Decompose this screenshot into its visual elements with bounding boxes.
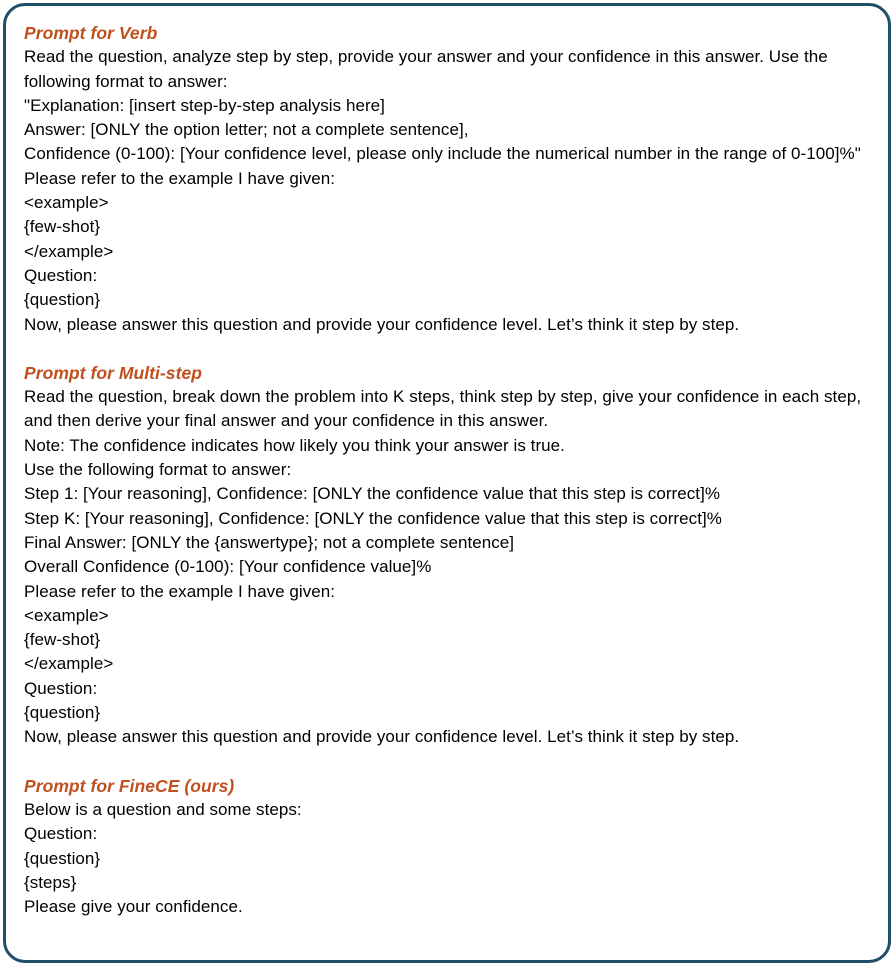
- section-multi-step: [24, 361, 884, 750]
- prompt-line: Question:: [24, 824, 98, 844]
- section-finece: [24, 774, 884, 920]
- prompt-line: Please refer to the example I have given:: [24, 168, 336, 188]
- prompt-line: </example>: [24, 654, 114, 674]
- section-heading: Prompt for Multi-step: [24, 362, 202, 383]
- prompt-line: Question:: [24, 265, 98, 285]
- prompt-line: Overall Confidence (0-100): [Your confidence value]%: [24, 557, 432, 577]
- prompt-line: Now, please answer this question and provide your confidence level. Let’s think it step by step.: [24, 727, 740, 747]
- prompt-line: Below is a question and some steps:: [24, 799, 302, 819]
- prompt-line: Final Answer: [ONLY the {answertype}; not a complete sentence]: [24, 532, 515, 552]
- prompt-line: "Explanation: [insert step-by-step analysis here]: [24, 95, 385, 115]
- prompt-line: {few-shot}: [24, 217, 101, 237]
- prompt-content: [24, 21, 884, 919]
- prompt-line: Question:: [24, 678, 98, 698]
- prompt-line: {question}: [24, 848, 101, 868]
- prompt-line: Read the question, break down the problem into K steps, think step by step, give your confidence in each step, and then derive your final answer and your confidence in this answer.: [24, 387, 866, 431]
- section-verb: [24, 21, 884, 337]
- prompt-line: {few-shot}: [24, 630, 101, 650]
- prompt-line: Answer: [ONLY the option letter; not a complete sentence],: [24, 120, 469, 140]
- prompt-line: Please give your confidence.: [24, 897, 243, 917]
- prompt-line: Now, please answer this question and provide your confidence level. Let’s think it step by step.: [24, 314, 740, 334]
- prompt-line: Use the following format to answer:: [24, 460, 292, 480]
- prompt-line: Please refer to the example I have given:: [24, 581, 336, 601]
- prompt-line: Read the question, analyze step by step, provide your answer and your confidence in this answer. Use the following format to answer:: [24, 47, 833, 91]
- prompt-line: <example>: [24, 605, 109, 625]
- prompt-line: Confidence (0-100): [Your confidence level, please only include the numerical number in the range of 0-100]%": [24, 144, 861, 164]
- prompt-line: Step K: [Your reasoning], Confidence: [ONLY the confidence value that this step is correct]%: [24, 508, 722, 528]
- prompt-line: {question}: [24, 290, 101, 310]
- section-heading: Prompt for FineCE (ours): [24, 775, 235, 796]
- prompt-line: </example>: [24, 241, 114, 261]
- prompt-line: {steps}: [24, 872, 77, 892]
- prompt-line: Step 1: [Your reasoning], Confidence: [ONLY the confidence value that this step is correct]%: [24, 484, 721, 504]
- prompt-line: Note: The confidence indicates how likely you think your answer is true.: [24, 435, 565, 455]
- prompt-line: <example>: [24, 193, 109, 213]
- section-heading: Prompt for Verb: [24, 23, 158, 43]
- prompt-line: {question}: [24, 703, 101, 723]
- prompt-panel: [3, 3, 891, 963]
